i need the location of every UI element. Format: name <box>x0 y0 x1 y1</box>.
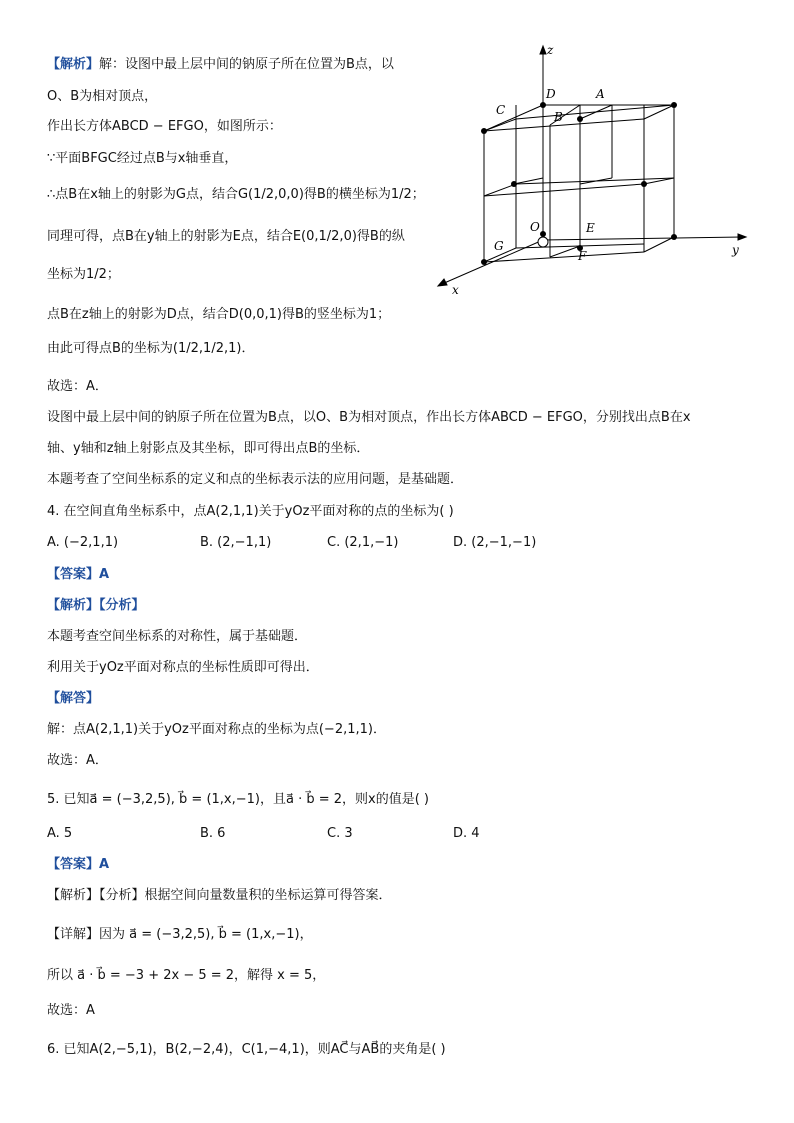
q4-analysis-1: 本题考查空间坐标系的对称性，属于基础题． <box>47 629 308 644</box>
q4-option-d: D. (2,−1,−1) <box>453 535 537 550</box>
q5-analysis: 【解析】【分析】根据空间向量数量积的坐标运算可得答案． <box>47 888 392 903</box>
analysis-line-7: 坐标为1/2； <box>47 267 120 282</box>
q4-solve-tag: 【解答】 <box>47 691 100 706</box>
q5-detail-2: 所以 a⃗ · b⃗ = −3 + 2x − 5 = 2，解得 x = 5， <box>47 968 326 983</box>
label-y: y <box>732 243 739 257</box>
x-axis <box>442 240 543 284</box>
analysis-line-12: 轴、y轴和z轴上射影点及其坐标，即可得出点B的坐标． <box>47 441 370 456</box>
label-O: O <box>530 220 540 234</box>
label-A: A <box>596 87 605 101</box>
analysis-line-1 <box>47 56 394 74</box>
q5-detail-1: 【详解】因为 a⃗ = (−3,2,5), b⃗ = (1,x,−1)， <box>47 927 313 942</box>
analysis-line-2: O、B为相对顶点， <box>47 89 158 104</box>
label-E: E <box>586 221 595 235</box>
q4-stem: 4. 在空间直角坐标系中，点A(2,1,1)关于yOz平面对称的点的坐标为( ) <box>47 504 454 519</box>
y-axis <box>543 237 742 240</box>
analysis-tag: 【解析】 <box>47 57 100 72</box>
q6-stem: 6. 已知A(2,−5,1)，B(2,−2,4)，C(1,−4,1)，则AC⃗与AB⃗的夹角是( ) <box>47 1042 446 1057</box>
q5-detail-3: 故选：A <box>47 1003 95 1018</box>
analysis-text: 解：设图中最上层中间的钠原子所在位置为B点，以 <box>99 57 394 72</box>
analysis-line-13: 本题考查了空间坐标系的定义和点的坐标表示法的应用问题，是基础题． <box>47 472 464 487</box>
label-z: z <box>547 44 554 57</box>
q4-solve-1: 解：点A(2,1,1)关于yOz平面对称点的坐标为点(−2,1,1)． <box>47 722 386 737</box>
q5-option-c: C. 3 <box>327 826 353 841</box>
label-B: B <box>554 110 563 124</box>
q5-option-d: D. 4 <box>453 826 480 841</box>
q5-option-b: B. 6 <box>200 826 226 841</box>
y-axis-arrow <box>738 234 746 240</box>
analysis-line-6: 同理可得，点B在y轴上的射影为E点，结合E(0,1/2,0)得B的纵 <box>47 229 405 244</box>
q5-stem: 5. 已知a⃗ = (−3,2,5), b⃗ = (1,x,−1)，且a⃗ · b⃗ = 2，则x的值是( ) <box>47 792 429 807</box>
q4-analysis-2: 利用关于yOz平面对称点的坐标性质即可得出． <box>47 660 319 675</box>
q4-option-b: B. (2,−1,1) <box>200 535 272 550</box>
q4-analysis-tag: 【解析】【分析】 <box>47 598 145 613</box>
q4-option-c: C. (2,1,−1) <box>327 535 399 550</box>
label-F: F <box>578 249 587 263</box>
cuboid-figure <box>430 44 760 300</box>
analysis-line-10: 故选：A． <box>47 379 108 394</box>
analysis-line-3: 作出长方体ABCD − EFGO，如图所示： <box>47 119 282 134</box>
x-axis-arrow <box>438 279 447 286</box>
analysis-line-4: ∵平面BFGC经过点B与x轴垂直， <box>47 151 238 166</box>
analysis-line-9: 由此可得点B的坐标为(1/2,1/2,1)． <box>47 341 255 356</box>
label-G: G <box>494 239 504 253</box>
q4-solve-2: 故选：A． <box>47 753 108 768</box>
label-C: C <box>496 103 506 117</box>
q4-answer: 【答案】A <box>47 567 110 582</box>
q4-option-a: A. (−2,1,1) <box>47 535 119 550</box>
analysis-line-8: 点B在z轴上的射影为D点，结合D(0,0,1)得B的竖坐标为1； <box>47 307 391 322</box>
q5-answer: 【答案】A <box>47 857 110 872</box>
label-D: D <box>546 87 556 101</box>
z-axis-arrow <box>540 46 546 54</box>
analysis-line-11: 设图中最上层中间的钠原子所在位置为B点，以O、B为相对顶点，作出长方体ABCD − EFGO，分别找出点B在x <box>47 410 691 425</box>
analysis-line-5: ∴点B在x轴上的射影为G点，结合G(1/2,0,0)得B的横坐标为1/2； <box>47 187 425 202</box>
label-x: x <box>452 283 459 297</box>
q5-option-a: A. 5 <box>47 826 73 841</box>
